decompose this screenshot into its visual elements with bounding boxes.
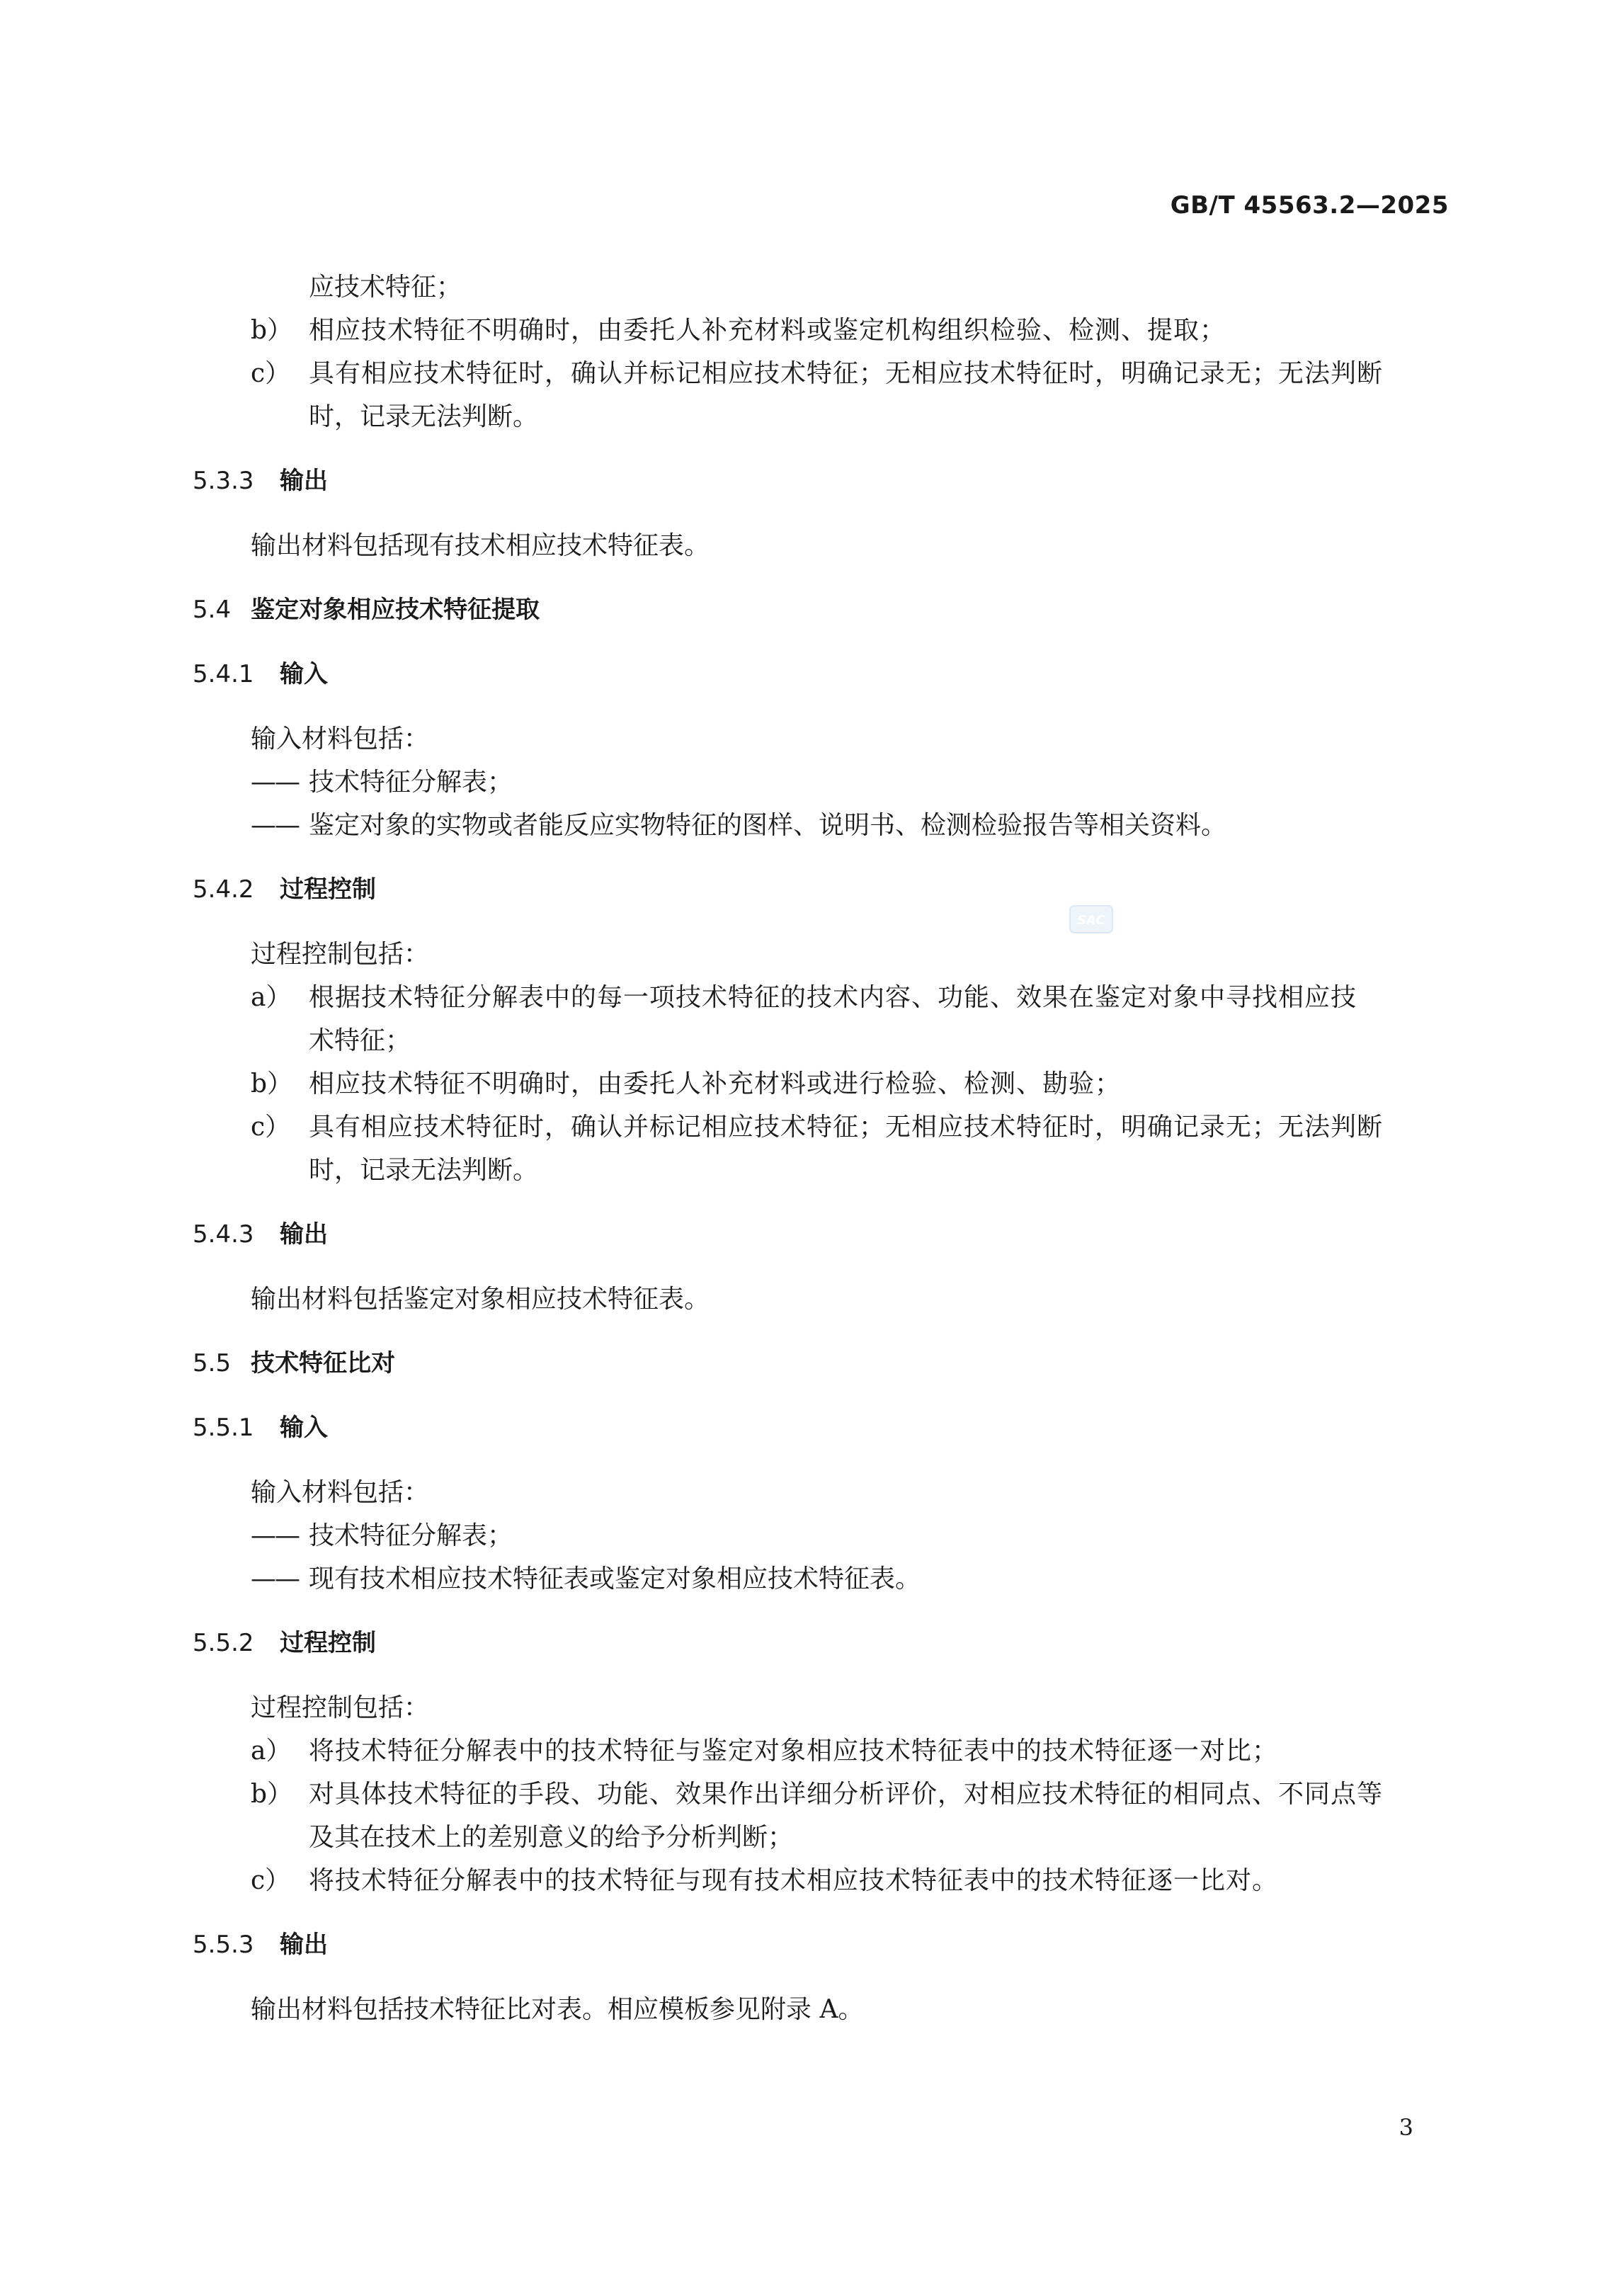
list-item-text: 技术特征分解表； xyxy=(309,1521,513,1550)
paragraph: 输出材料包括现有技术相应技术特征表。 xyxy=(251,531,710,560)
section-heading-5-5-3 xyxy=(193,1923,1453,1967)
list-marker: b） xyxy=(251,1069,293,1098)
list-item-text: 相应技术特征不明确时，由委托人补充材料或进行检验、检测、勘验； xyxy=(309,1069,1122,1098)
section-number: 5.5.1 xyxy=(193,1414,254,1442)
list-item-text: 相应技术特征不明确时，由委托人补充材料或鉴定机构组织检验、检测、提取； xyxy=(309,316,1226,345)
section-title: 输出 xyxy=(280,1931,328,1959)
section-title: 技术特征比对 xyxy=(251,1349,396,1377)
svg-text:SAC: SAC xyxy=(1077,913,1105,928)
paragraph: 过程控制包括： xyxy=(251,940,430,969)
list-marker: c） xyxy=(251,1866,291,1895)
list-item-continuation: 时，记录无法判断。 xyxy=(309,1156,539,1185)
section-heading-5-3-3 xyxy=(193,460,1453,503)
dash-list-item xyxy=(193,761,1453,804)
section-number: 5.5.2 xyxy=(193,1629,254,1657)
list-item-text: 将技术特征分解表中的技术特征与现有技术相应技术特征表中的技术特征逐一比对。 xyxy=(309,1866,1279,1895)
paragraph: 输出材料包括鉴定对象相应技术特征表。 xyxy=(251,1285,710,1314)
section-title: 过程控制 xyxy=(280,1629,376,1657)
paragraph: 输入材料包括： xyxy=(251,1478,430,1507)
list-item-b xyxy=(193,1062,1453,1106)
page-number: 3 xyxy=(1399,2114,1413,2141)
list-item-c xyxy=(193,1106,1453,1149)
list-marker: b） xyxy=(251,1780,293,1809)
list-marker: a） xyxy=(251,1737,292,1766)
paragraph: 输入材料包括： xyxy=(251,724,430,754)
list-item-text: 具有相应技术特征时，确认并标记相应技术特征；无相应技术特征时，明确记录无；无法判断 xyxy=(309,359,1384,388)
list-item-text: 现有技术相应技术特征表或鉴定对象相应技术特征表。 xyxy=(309,1564,921,1593)
list-item-a xyxy=(193,976,1453,1019)
list-item-text: 对具体技术特征的手段、功能、效果作出详细分析评价，对相应技术特征的相同点、不同点等 xyxy=(309,1780,1384,1809)
standard-number: GB/T 45563.2—2025 xyxy=(1170,191,1449,220)
list-item-c xyxy=(193,1859,1453,1902)
section-title: 过程控制 xyxy=(280,875,376,904)
list-item-text: 根据技术特征分解表中的每一项技术特征的技术内容、功能、效果在鉴定对象中寻找相应技 xyxy=(309,983,1357,1012)
section-heading-5-5 xyxy=(193,1342,1453,1385)
list-item-text: 鉴定对象的实物或者能反应实物特征的图样、说明书、检测检验报告等相关资料。 xyxy=(309,811,1227,840)
section-title: 输出 xyxy=(280,1220,328,1249)
section-number: 5.4.2 xyxy=(193,875,254,904)
list-item-a xyxy=(193,1729,1453,1773)
dash-marker: —— xyxy=(251,768,299,797)
section-heading-5-4-3 xyxy=(193,1213,1453,1256)
section-heading-5-4-2 xyxy=(193,868,1453,911)
list-item-text: 具有相应技术特征时，确认并标记相应技术特征；无相应技术特征时，明确记录无；无法判断 xyxy=(309,1113,1384,1142)
list-item-b xyxy=(193,309,1453,352)
list-item-c xyxy=(193,352,1453,395)
dash-marker: —— xyxy=(251,1521,299,1550)
list-marker: c） xyxy=(251,1113,291,1142)
section-number: 5.4.3 xyxy=(193,1220,254,1249)
section-title: 输出 xyxy=(280,467,328,495)
list-marker: b） xyxy=(251,316,293,345)
list-item-text: 将技术特征分解表中的技术特征与鉴定对象相应技术特征表中的技术特征逐一对比； xyxy=(309,1737,1279,1766)
list-marker: a） xyxy=(251,983,292,1012)
dash-marker: —— xyxy=(251,811,299,840)
dash-list-item xyxy=(193,1557,1453,1601)
section-title: 输入 xyxy=(280,660,328,688)
section-heading-5-5-1 xyxy=(193,1406,1453,1450)
list-item-text: 技术特征分解表； xyxy=(309,768,513,797)
section-number: 5.5 xyxy=(193,1349,232,1377)
paragraph: 过程控制包括： xyxy=(251,1693,430,1722)
dash-marker: —— xyxy=(251,1564,299,1593)
section-heading-5-5-2 xyxy=(193,1622,1453,1665)
section-heading-5-4-1 xyxy=(193,653,1453,696)
section-title: 输入 xyxy=(280,1414,328,1442)
list-item-b xyxy=(193,1773,1453,1816)
section-number: 5.5.3 xyxy=(193,1931,254,1959)
section-number: 5.3.3 xyxy=(193,467,254,495)
dash-list-item xyxy=(193,804,1453,847)
list-item-continuation: 应技术特征； xyxy=(309,273,462,302)
list-item-continuation: 及其在技术上的差别意义的给予分析判断； xyxy=(309,1823,794,1852)
list-item-continuation: 时，记录无法判断。 xyxy=(309,402,539,431)
section-title: 鉴定对象相应技术特征提取 xyxy=(251,596,540,624)
list-item-continuation: 术特征； xyxy=(309,1026,411,1055)
section-heading-5-4 xyxy=(193,589,1453,632)
main-content xyxy=(193,266,1453,2031)
paragraph: 输出材料包括技术特征比对表。相应模板参见附录 A。 xyxy=(251,1995,864,2024)
section-number: 5.4.1 xyxy=(193,660,254,688)
section-number: 5.4 xyxy=(193,596,232,624)
dash-list-item xyxy=(193,1514,1453,1557)
list-marker: c） xyxy=(251,359,291,388)
